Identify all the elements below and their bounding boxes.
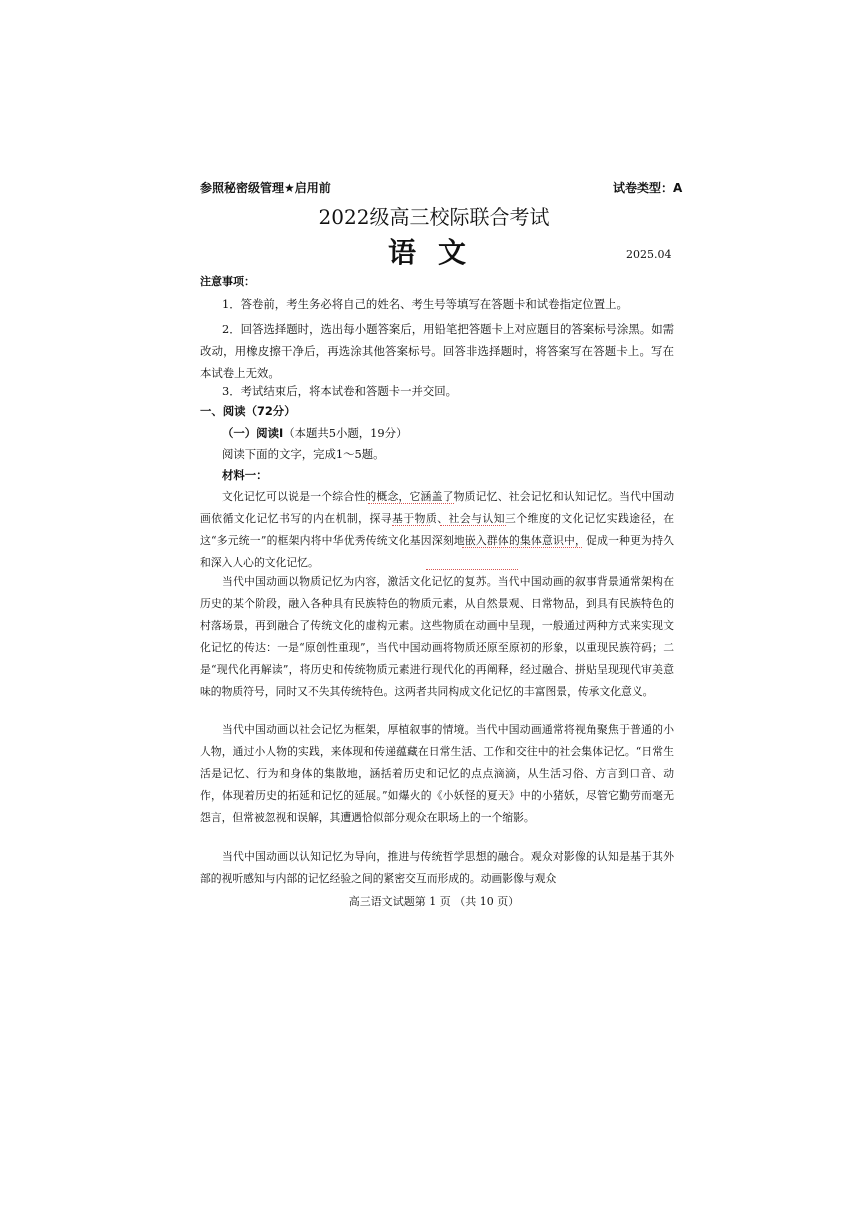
part-detail: （本题共5小题，19分） <box>283 426 408 440</box>
annotation-underline <box>368 503 454 504</box>
confidentiality-label: 参照秘密级管理★启用前 <box>200 181 331 195</box>
paragraph-3: 当代中国动画以社会记忆为框架，厚植叙事的情境。当代中国动画通常将视角聚焦于普通的小人物，通过小人物的实践，来体现和传递蕴藏在日常生活、工作和交往中的社会集体记忆。“日常生活是记忆、行为和身体的集散地，涵括着历史和记忆的点点滴滴，从生活习俗、方言到口音、动作，体现着历史的拓延和记忆的延展。”如爆火的《小妖怪的夏天》中的小猪妖，尽管它勤劳而毫无怨言，但常被忽视和误解，其遭遇恰似部分观众在职场上的一个缩影。 <box>200 723 674 824</box>
section-heading: 一、阅读（72分） <box>200 404 296 418</box>
notice-item-1: 1．答卷前，考生务必将自己的姓名、考生号等填写在答题卡和试卷指定位置上。 <box>222 297 628 311</box>
annotation-underline <box>440 525 506 526</box>
part-label: （一）阅读Ⅰ <box>222 426 284 440</box>
paragraph-1: 文化记忆可以说是一个综合性的概念，它涵盖了物质记忆、社会记忆和认知记忆。当代中国动画依循文化记忆书写的内在机制，探寻基于物质、社会与认知三个维度的文化记忆实践途径，在这“多元统一”的框架内将中华优秀传统文化基因深刻地嵌入群体的集体意识中，促成一种更为持久和深入人心的文化记忆。 <box>200 490 674 569</box>
page-footer: 高三语文试题第 1 页 （共 10 页） <box>348 895 520 908</box>
paper-type-label: 试卷类型：A <box>613 181 683 195</box>
paragraph-2: 当代中国动画以物质记忆为内容，激活文化记忆的复苏。当代中国动画的叙事背景通常架构在历史的某个阶段，融入各种具有民族特色的物质元素，从自然景观、日常物品，到具有民族特色的村落场景，再到融合了传统文化的虚构元素。这些物质在动画中呈现，一般通过两种方式来实现文化记忆的传达：一是“原创性重现”，当代中国动画将物质还原至原初的形象，以重现民族符码；二是“现代化再解读”，将历史和传统物质元素进行现代化的再阐释，经过融合、拼贴呈现现代审美意味的物质符号，同时又不失其传统特色。这两者共同构成文化记忆的丰富图景，传承文化意义。 <box>200 575 674 698</box>
notice-item-3: 3．考试结束后，将本试卷和答题卡一并交回。 <box>222 384 458 398</box>
annotation-underline <box>392 525 430 526</box>
annotation-underline <box>426 569 518 570</box>
exam-date: 2025.04 <box>626 248 672 261</box>
notice-item-2: 2．回答选择题时，选出每小题答案后，用铅笔把答题卡上对应题目的答案标号涂黑。如需改动，用橡皮擦干净后，再选涂其他答案标号。回答非选择题时，将答案写在答题卡上。写在本试卷上无效。 <box>200 322 674 380</box>
annotation-underline <box>462 547 582 548</box>
notice-heading: 注意事项： <box>200 275 255 288</box>
paragraph-4: 当代中国动画以认知记忆为导向，推进与传统哲学思想的融合。观众对影像的认知是基于其外部的视听感知与内部的记忆经验之间的紧密交互而形成的。动画影像与观众 <box>200 850 674 885</box>
reading-instruction: 阅读下面的文字，完成1～5题。 <box>222 447 385 461</box>
exam-title: 2022级高三校际联合考试 <box>318 205 550 229</box>
material-label: 材料一： <box>222 468 268 482</box>
subject-title: 语文 <box>388 236 489 269</box>
part-heading <box>222 425 407 441</box>
